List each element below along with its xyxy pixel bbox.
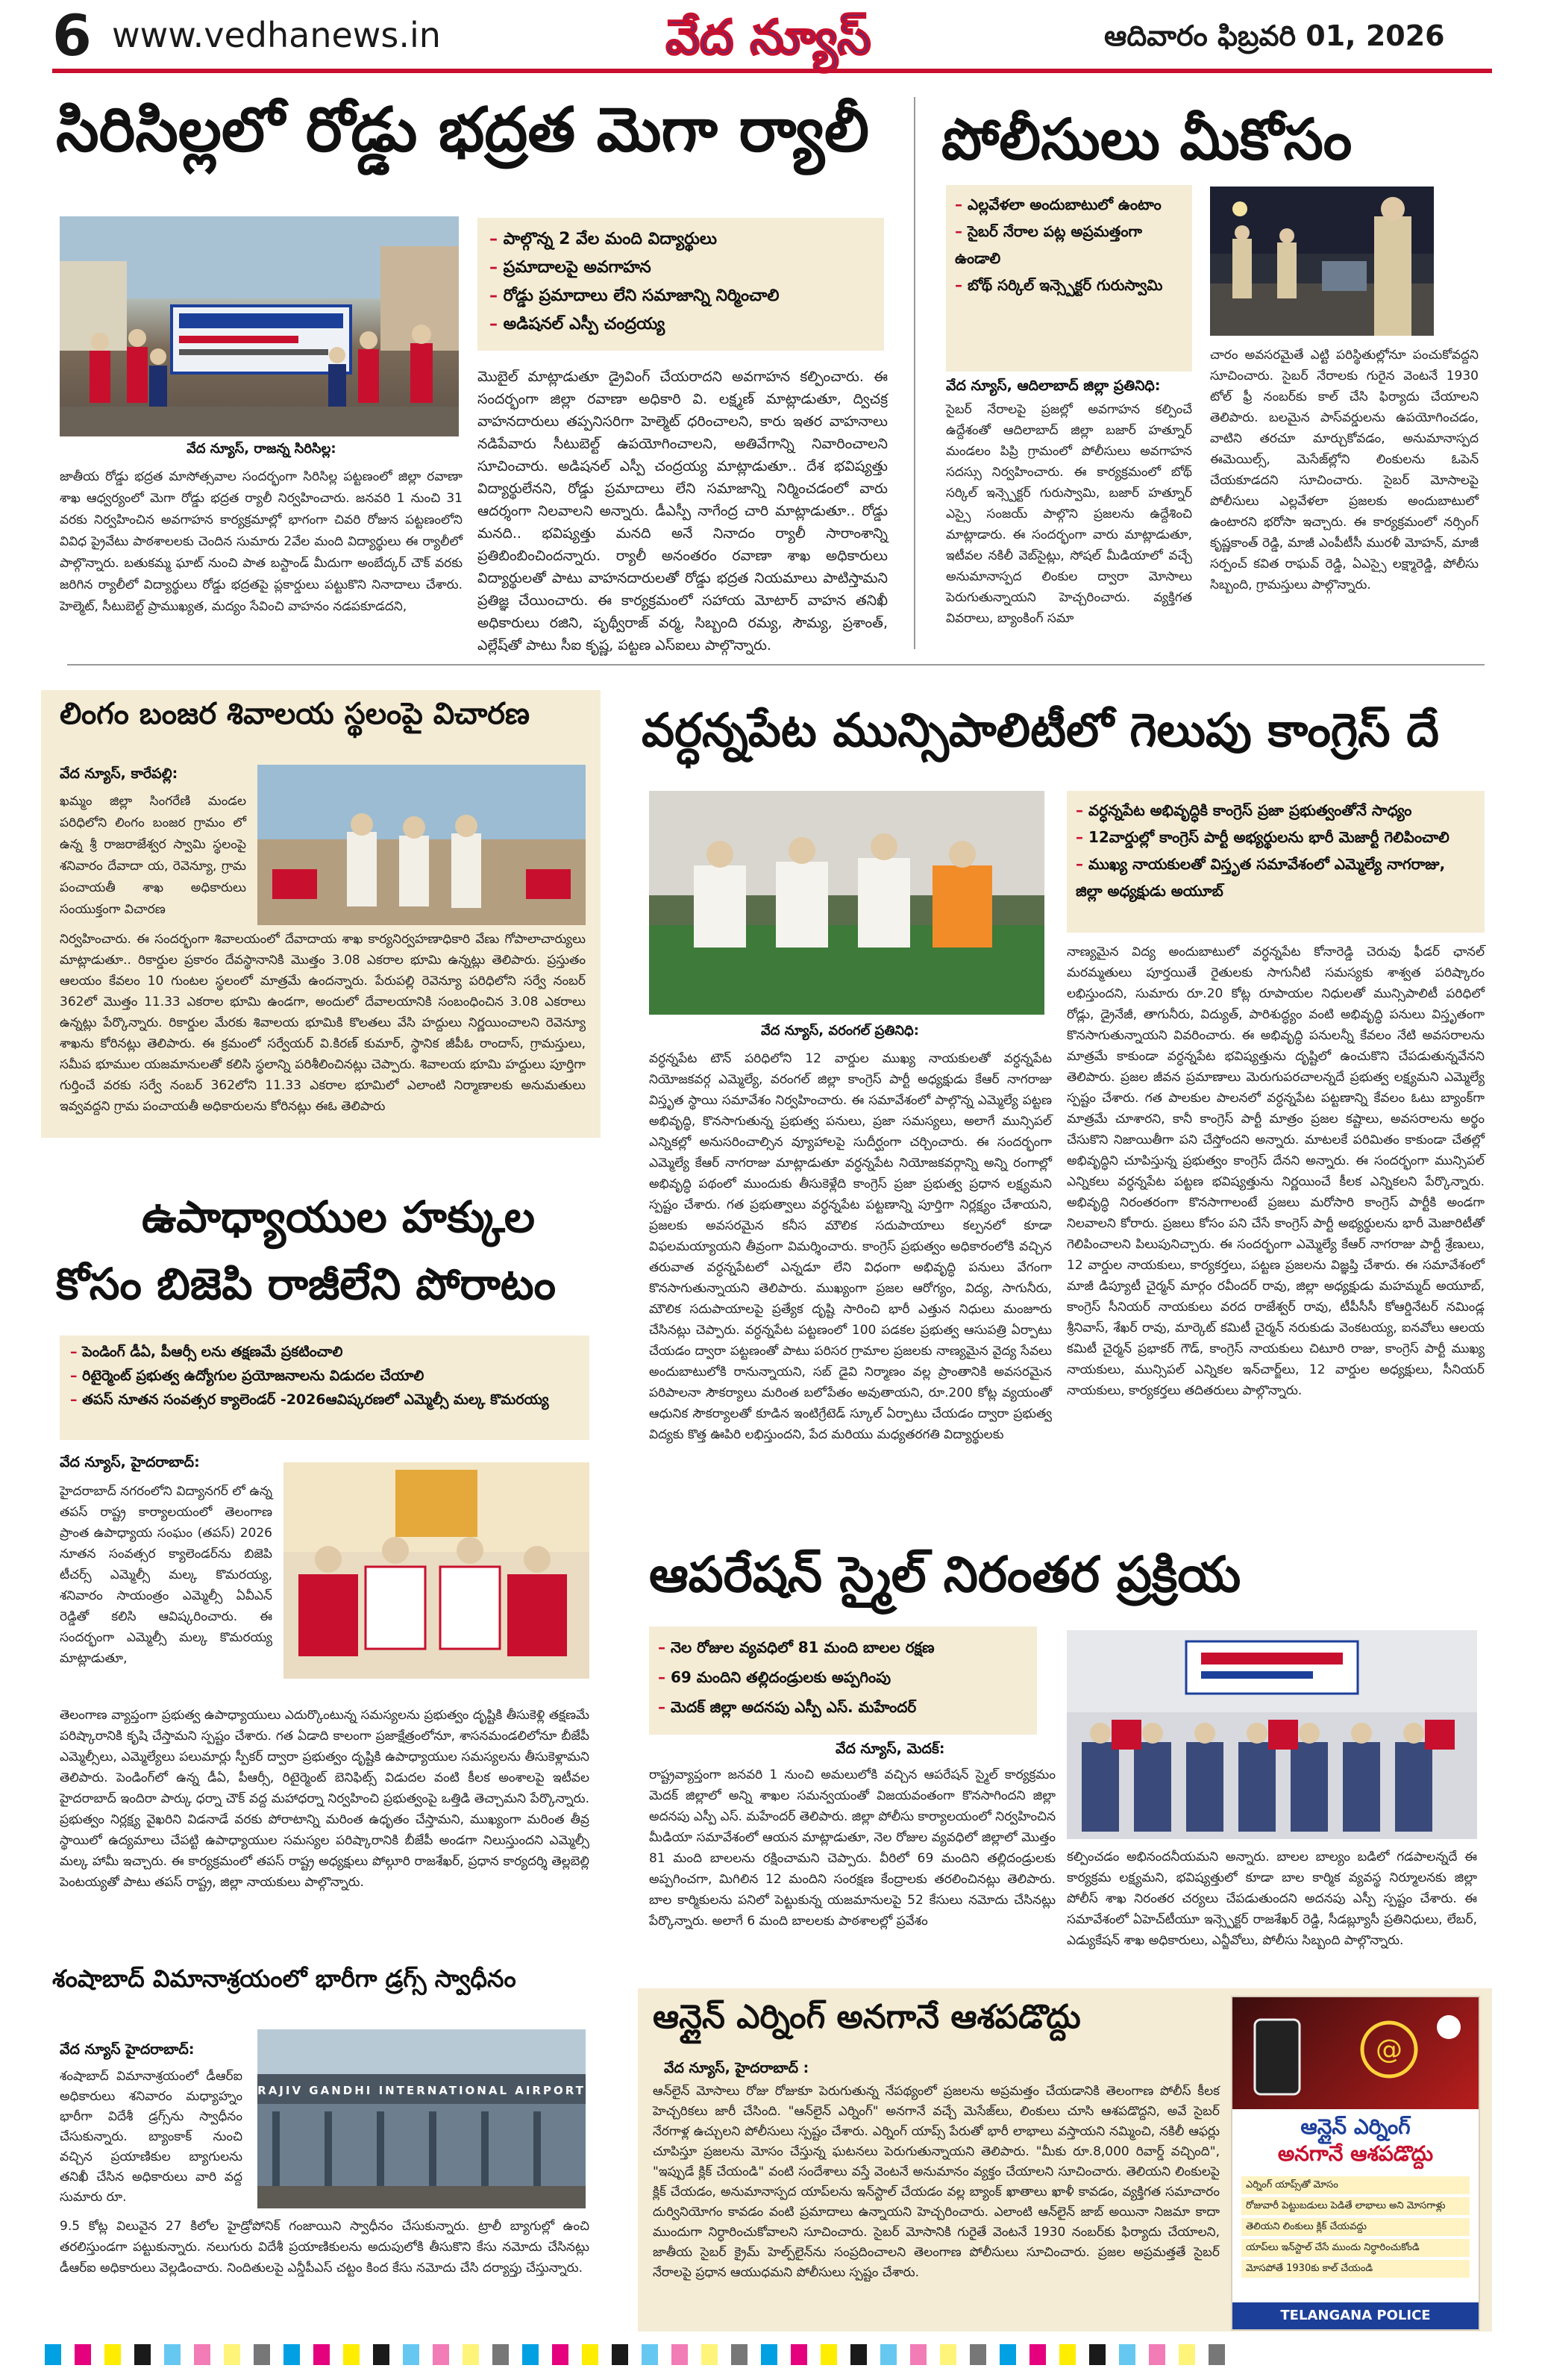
airport-sign: RAJIV GANDHI INTERNATIONAL AIRPORT: [257, 2084, 586, 2097]
story1-photo-caption: వేద న్యూస్, రాజన్న సిరిసిల్ల:: [187, 441, 336, 457]
story1-headline: సిరిసిల్లలో రోడ్డు భద్రత మెగా ర్యాలీ: [56, 95, 869, 166]
story6-highlight: – మెదక్ జిల్లా అదనపు ఎస్పీ ఎస్. మహేందర్: [658, 1692, 1028, 1722]
story2-highlight: – సైబర్ నేరాల పట్ల అప్రమత్తంగా ఉండాలి: [955, 218, 1183, 272]
story7-body: 9.5 కోట్ల విలువైన 27 కిలోల హైడ్రోపోనిక్ గంజాయిని స్వాధీనం చేసుకున్నారు. ట్రాలీ బ్యాగుల్లో ఉంచి తరలిస్తుండగా పట్టుకున్నారు. నలుగురు విదేశీ ప్రయాణికులను అదుపులోకి తీసుకొని కేసు నమోదు చేసినట్లు డీఆర్ఐ అధికారులు వెల్లడించారు. నిందితులపై ఎన్డీపీఎస్ చట్టం కింద కేసు నమోదు చేసి దర్యాప్తు చేస్తున్నారు.: [60, 2219, 589, 2276]
story5-body-beside: హైదరాబాద్ నగరంలోని విద్యానగర్ లో ఉన్న తపస్ రాష్ట్ర కార్యాలయంలో తెలంగాణ ప్రాంత ఉపాధ్యాయ సంఘం (తపస్) 2026 నూతన సంవత్సర క్యాలెండర్‌ను బిజెపి టీచర్స్ ఎమ్మెల్సీ మల్క కొమరయ్య, శనివారం సాయంత్రం ఎమ్మెల్సీ ఏవీఎన్ రెడ్డితో కలిసి ఆవిష్కరించారు. ఈ సందర్భంగా ఎమ్మెల్సీ మల్క కొమరయ్య మాట్లాడుతూ,: [60, 1484, 272, 1666]
story2-highlight: – బోథ్ సర్కిల్ ఇన్స్పెక్టర్ గురుస్వామి: [955, 272, 1183, 298]
story6-highlight: – 69 మందిని తల్లిదండ్రులకు అప్పగింపు: [658, 1662, 1028, 1692]
masthead-logo: [627, 0, 910, 72]
story6-dateline: వేద న్యూస్, మెదక్:: [836, 1741, 945, 1757]
story8-dateline: వేద న్యూస్, హైదరాబాద్ :: [664, 2060, 809, 2076]
poster-point: రోజువారీ పెట్టుబడులు పెడితే లాభాలు అని మోసగాళ్లు: [1241, 2197, 1470, 2215]
story8-poster: [1231, 1996, 1480, 2331]
column-divider: [914, 97, 915, 649]
story4-highlight: – ముఖ్య నాయకులతో విస్తృత సమావేశంలో ఎమ్మెల్యే నాగరాజు, జిల్లా అధ్యక్షుడు అయూబ్: [1076, 851, 1476, 904]
story1-highlight: – ప్రమాదాలపై అవగాహన: [489, 254, 872, 282]
poster-point: తెలియని లింకులు క్లిక్ చేయవద్దు: [1241, 2218, 1470, 2236]
story1-photo: [60, 216, 459, 436]
story3-photo: [257, 765, 586, 925]
story3-body: నిర్వహించారు. ఈ సందర్భంగా శివాలయంలో దేవాదాయ శాఖ కార్యనిర్వహణాధికారి వేణు గోపాలాచార్యులు మాట్లాడుతూ.. రికార్డుల ప్రకారం దేవస్థానానికి మొత్తం 3.08 ఎకరాల భూమి ఉన్నట్లు తెలిపారు. ప్రస్తుతం ఆలయం కేవలం 10 గుంటల స్థలంలో మాత్రమే ఉందన్నారు. పేరుపల్లి రెవెన్యూ పరిధిలోని సర్వే నంబర్ 362లో మొత్తం 11.33 ఎకరాల భూమి ఉండగా, అందులో దేవాలయానికి సంబంధించిన 3.08 ఎకరాలు ఉన్నట్లు పేర్కొన్నారు. రికార్డుల మేరకు శివాలయ భూమికి కొలతలు వేసి హద్దులు నిర్ణయించాలని రెవెన్యూ శాఖను కోరినట్లు తెలిపారు. ఈ క్రమంలో సర్వేయర్ వి.కిరణ్ కుమార్, స్థానిక జీపీఓ రాందాస్, గ్రామస్తులు, సమీప భూముల యజమానులతో కలిసి స్థలాన్ని పరిశీలించినట్లు చెప్పారు. శివాలయ భూమి హద్దులు పూర్తిగా గుర్తించే వరకు సర్వే నంబర్ 362లోని 11.33 ఎకరాల భూమిలో ఎలాంటి నిర్మాణాలకు అనుమతులు ఇవ్వవద్దని గ్రామ పంచాయతీ అధికారులను కోరినట్లు ఈఓ తెలిపారు: [60, 932, 586, 1114]
story6-body-right: కల్పించడం అభినందనీయమని అన్నారు. బాలల బాల్యం బడిలో గడపాలన్నదే ఈ కార్యక్రమ లక్ష్యమని, భవిష్యత్తులో కూడా బాల కార్మిక వ్యవస్థ నిర్మూలనకు జిల్లా పోలీస్ శాఖ నిరంతర చర్యలు చేపడుతుందని అదనపు ఎస్పీ స్పష్టం చేశారు. ఈ సమావేశంలో ఏహెచ్‌టీయూ ఇన్స్పెక్టర్ రాజశేఖర్ రెడ్డి, సీడబ్ల్యూసీ ప్రతినిధులు, లేబర్, ఎడ్యుకేషన్ శాఖ అధికారులు, ఎన్జీవోలు, పోలీసు సిబ్బంది పాల్గొన్నారు.: [1067, 1850, 1477, 1948]
story7-body-beside: శంషాబాద్ విమానాశ్రయంలో డీఆర్ఐ అధికారులు శనివారం మధ్యాహ్నం భారీగా విదేశీ డ్రగ్స్‌ను స్వాధీనం చేసుకున్నారు. బ్యాంకాక్ నుంచి వచ్చిన ప్రయాణికుల బ్యాగులను తనిఖీ చేసిన అధికారులు వారి వద్ద సుమారు రూ.: [60, 2069, 242, 2205]
story5-highlight: – పెండింగ్ డీఏ, పీఆర్సీ లను తక్షణమే ప్రకటించాలి: [70, 1340, 579, 1364]
story4-highlight: – వర్ధన్నపేట అభివృద్ధికి కాంగ్రెస్ ప్రజా ప్రభుత్వంతోనే సాధ్యం: [1076, 797, 1476, 824]
print-color-bar: [45, 2344, 1499, 2365]
story3-body-beside: ఖమ్మం జిల్లా సింగరేణి మండల పరిధిలోని లింగం బంజర గ్రామం లో ఉన్న శ్రీ రాజరాజేశ్వర స్వామి స్థలంపై శనివారం దేవాదా య, రెవెన్యూ, గ్రామ పంచాయతీ శాఖ అధికారులు సంయుక్తంగా విచారణ: [60, 794, 246, 917]
website-url[interactable]: www.vedhanews.in: [112, 15, 441, 55]
poster-footer: TELANGANA POLICE: [1232, 2302, 1479, 2329]
story5-highlight: – తపస్ నూతన సంవత్సర క్యాలెండర్ -2026ఆవిష్కరణలో ఎమ్మెల్సీ మల్క కొమరయ్య: [70, 1388, 579, 1412]
story4-body-left: వర్ధన్నపేట టౌన్ పరిధిలోని 12 వార్డుల ముఖ్య నాయకులతో వర్ధన్నపేట నియోజకవర్గ ఎమ్మెల్యే, వరంగల్ జిల్లా కాంగ్రెస్ పార్టీ అధ్యక్షుడు కేఆర్ నాగరాజు విస్తృత స్థాయి సమావేశం నిర్వహించారు. ఈ సమావేశంలో పాల్గొన్న ఎమ్మెల్యే పట్టణ అభివృద్ధి, కొనసాగుతున్న ప్రభుత్వ పనులు, ప్రజా సమస్యలు, అలాగే మున్సిపల్ ఎన్నికల్లో అనుసరించాల్సిన వ్యూహాలపై సుదీర్ఘంగా చర్చించారు. ఈ సందర్భంగా ఎమ్మెల్యే కేఆర్ నాగరాజు మాట్లాడుతూ వర్ధన్నపేట నియోజకవర్గాన్ని అన్ని రంగాల్లో అభివృద్ధి పథంలో ముందుకు తీసుకెళ్లేది కాంగ్రెస్ ప్రజా ప్రభుత్వ ప్రధాన లక్ష్యమని స్పష్టం చేశారు. గత ప్రభుత్వాలు వర్ధన్నపేట పట్టణాన్ని పూర్తిగా నిర్లక్ష్యం చేశాయని, ప్రజలకు అవసరమైన కనీస మౌలిక సదుపాయాలు కల్పనలో కూడా విఫలమయ్యాయని తీవ్రంగా విమర్శించారు. కాంగ్రెస్ ప్రభుత్వం అధికారంలోకి వచ్చిన తరువాత వర్ధన్నపేటలో ఎన్నడూ లేని విధంగా అభివృద్ధి పనులు వేగంగా కొనసాగుతున్నాయని తెలిపారు. ముఖ్యంగా ప్రజల ఆరోగ్యం, విద్య, సాగునీరు, మౌలిక సదుపాయాలపై ప్రత్యేక దృష్టి సారించి భారీ ఎత్తున నిధులు మంజూరు చేసినట్లు చెప్పారు. వర్ధన్నపేట పట్టణంలో 100 పడకల ప్రభుత్వ ఆసుపత్రి ఏర్పాటు చేయడం ద్వారా పట్టణంతో పాటు పరిసర గ్రామాల ప్రజలకు నాణ్యమైన వైద్య సేవలు అందుబాటులోకి రానున్నాయని, సబ్ డైవి నిర్మాణం వల్ల ప్రాంతానికి అవసరమైన పరిపాలనా సౌకర్యాలు మరింత బలోపేతం అవుతాయని, రూ.200 కోట్ల వ్యయంతో ఆధునిక సౌకర్యాలతో కూడిన ఇంటిగ్రేటెడ్ స్కూల్ ఏర్పాటు చేయడం ద్వారా ప్రభుత్వ విద్యకు కొత్త ఊపిరి లభిస్తుందని, పేద మరియు మధ్యతరగతి విద్యార్థులకు: [649, 1051, 1052, 1442]
poster-point: యాప్‌లు ఇన్‌స్టాల్ చేసే ముందు నిర్ధారించుకోండి: [1241, 2239, 1470, 2257]
poster-title-line2: అనగానే ఆశపడొద్దు: [1277, 2141, 1434, 2166]
page-number: 6: [52, 2, 92, 69]
svg-text:వేద న్యూస్: వేద న్యూస్: [665, 10, 871, 66]
story7-photo: [257, 2029, 586, 2208]
story1-body-left: జాతీయ రోడ్డు భద్రత మాసోత్సవాల సందర్భంగా సిరిసిల్ల పట్టణంలో జిల్లా రవాణా శాఖ ఆధ్వర్యంలో మెగా రోడ్డు భద్రత ర్యాలీ నిర్వహించారు. జనవరి 1 నుంచి 31 వరకు నిర్వహించిన అవగాహన కార్యక్రమాల్లో భాగంగా చివరి రోజున పట్టణంలోని వివిధ ప్రైవేటు పాఠశాలలకు చెందిన సుమారు 2వేల మంది విద్యార్థులు ఈ ర్యాలీలో పాల్గొన్నారు. బతుకమ్మ ఘాట్ నుంచి పాత బస్టాండ్ మీదుగా అంబేద్కర్ చౌక్ వరకు జరిగిన ర్యాలీలో విద్యార్థులు రోడ్డు భద్రతపై ప్లకార్డులు పట్టుకొని నినాదాలు చేశారు. హెల్మెట్, సీటుబెల్ట్ ప్రాముఖ్యత, మద్యం సేవించి వాహనం నడపకూడదని,: [60, 469, 463, 614]
story1-highlight: – పాల్గొన్న 2 వేల మంది విద్యార్థులు: [489, 225, 872, 254]
issue-date: ఆదివారం ఫిబ్రవరి 01, 2026: [1104, 19, 1445, 52]
story5-dateline: వేద న్యూస్, హైదరాబాద్:: [60, 1454, 200, 1471]
poster-point: ఎర్నింగ్ యాప్స్‌తో మోసం: [1241, 2176, 1470, 2194]
story8-body: ఆన్‌లైన్ మోసాలు రోజు రోజుకూ పెరుగుతున్న నేపథ్యంలో ప్రజలను అప్రమత్తం చేయడానికి తెలంగాణ పోలీస్ కీలక హెచ్చరికలు జారీ చేసింది. "ఆన్‌లైన్ ఎర్నింగ్" అనగానే వచ్చే మెసేజ్‌లు, లింకులు చూసి ఆశపడొద్దని, అవే సైబర్ నేరగాళ్ల ఉచ్చులని పోలీసులు స్పష్టం చేశారు. ఎర్నింగ్ యాప్స్ పేరుతో భారీ లాభాలు వస్తాయని నమ్మించి, నకిలీ ఆఫర్లు చూపిస్తూ ప్రజలను మోసం చేస్తున్న ఘటనలు పెరుగుతున్నాయని తెలిపారు. "మీకు రూ.8,000 రివార్డ్ వచ్చింది", "ఇప్పుడే క్లిక్ చేయండి" వంటి సందేశాలు వస్తే వెంటనే అనుమానం వ్యక్తం చేయాలని సూచించారు. తెలియని లింకులపై క్లిక్ చేయడం, అనుమానాస్పద యాప్‌లను ఇన్‌స్టాల్ చేయడం వల్ల బ్యాంక్ ఖాతాలు ఖాళీ కావడం, వ్యక్తిగత సమాచారం దుర్వినియోగం కావడం వంటి ప్రమాదాలు ఉన్నాయని హెచ్చరించారు. ఎలాంటి ఆన్‌లైన్ జాబ్ అయినా నిజమా కాదా ముందుగా నిర్ధారించుకోవాలని సూచించారు. సైబర్ మోసానికి గురైతే వెంటనే 1930 నంబర్‌కు ఫిర్యాదు చేయాలని, జాతీయ సైబర్ క్రైమ్ హెల్ప్‌లైన్‌ను సంప్రదించాలని తెలంగాణ పోలీసులు సూచించారు. ప్రజల అప్రమత్తతే సైబర్ నేరాలపై ప్రధాన ఆయుధమని పోలీసులు స్పష్టం చేశారు.: [653, 2084, 1220, 2280]
story5-photo: [283, 1462, 589, 1679]
story4-highlight: – 12వార్డుల్లో కాంగ్రెస్ పార్టీ అభ్యర్థులను భారీ మెజార్టీ గెలిపించాలి: [1076, 824, 1476, 851]
story4-body-right: నాణ్యమైన విద్య అందుబాటులో వర్ధన్నపేట కోనారెడ్డి చెరువు ఫీడర్ ఛానల్ మరమ్మతులు పూర్తయితే రైతులకు సాగునీటి సమస్యకు శాశ్వత పరిష్కారం లభిస్తుందని, సుమారు రూ.20 కోట్ల రూపాయల నిధులతో మున్సిపాలిటీ పరిధిలో రోడ్లు, డ్రైనేజీ, తాగునీరు, విద్యుత్, పారిశుద్ధ్యం వంటి అభివృద్ధి పనులు విస్తృతంగా కొనసాగుతున్నాయని వివరించారు. ఈ అభివృద్ధి పనులన్నీ కేవలం నేటి అవసరాలను మాత్రమే కాకుండా వర్ధన్నపేట భవిష్యత్తును దృష్టిలో ఉంచుకొని చేపడుతున్నవేనని తెలిపారు. ప్రజల జీవన ప్రమాణాలు మెరుగుపరచాలన్నదే ప్రభుత్వ లక్ష్యమని ఎమ్మెల్యే స్పష్టం చేశారు. గత పాలకుల పాలనలో వర్ధన్నపేట పట్టణాన్ని కేవలం ఓటు బ్యాంక్‌గా మాత్రమే చూశారని, కానీ కాంగ్రెస్ పార్టీ మాత్రం ప్రజల కష్టాలు, అవసరాలను అర్థం చేసుకొని నిజాయితీగా పని చేస్తోందని అన్నారు. మాటలకే పరిమితం కాకుండా చేతల్లో అభివృద్ధిని చూపిస్తున్న ప్రభుత్వం కాంగ్రెస్ దేనని అన్నారు. ఈ సందర్భంగా మున్సిపల్ ఎన్నికలు వర్ధన్నపేట పట్టణ భవిష్యత్తును నిర్ణయించే కీలక ఎన్నికలని పేర్కొన్నారు. అభివృద్ధి నిరంతరంగా కొనసాగాలంటే ప్రజలు మరోసారి కాంగ్రెస్ పార్టీకి అండగా నిలవాలని కోరారు. ప్రజలు కోసం పని చేసే కాంగ్రెస్ పార్టీ అభ్యర్థులను భారీ మెజారిటీతో గెలిపించాలని పిలుపునిచ్చారు. ఈ సందర్భంగా ఎమ్మెల్యే కేఆర్ నాగరాజు పార్టీ శ్రేణులు, 12 వార్డుల నాయకులు, కార్యకర్తలు, పట్టణ ప్రజలను విజ్ఞప్తి చేశారు. ఈ సమావేశంలో మాజీ డిప్యూటీ చైర్మన్ మార్గం రవీందర్ రావు, జిల్లా అధ్యక్షుడు మహమ్మద్ అయూబ్, కాంగ్రెస్ సీనియర్ నాయకులు వరద రాజేశ్వర్ రావు, టీపీసీసీ కోఆర్డినేటర్ నమిండ్ల శ్రీనివాస్, శేఖర్ రావు, మార్కెట్ కమిటీ చైర్మన్ నరుకుడు వెంకటయ్య, ఐనవోలు ఆలయ కమిటీ చైర్మన్ ప్రభాకర్ గౌడ్, కాంగ్రెస్ నాయకులు చిటూరి రాజు, కాంగ్రెస్ పార్టీ ముఖ్య నాయకులు, మున్సిపల్ ఎన్నికల ఇన్‌చార్జ్‌లు, 12 వార్డుల అధ్యక్షులు, సీనియర్ నాయకులు, కార్యకర్తలు తదితరులు పాల్గొన్నారు.: [1067, 945, 1485, 1398]
story4-headline: వర్ధన్నపేట మున్సిపాలిటీలో గెలుపు కాంగ్రెస్ దే: [642, 703, 1439, 757]
story3-headline: లింగం బంజర శివాలయ స్థలంపై విచారణ: [60, 697, 530, 731]
story6-headline: ఆపరేషన్ స్మైల్ నిరంతర ప్రక్రియ: [649, 1546, 1241, 1603]
story2-dateline: వేద న్యూస్, ఆదిలాబాద్ జిల్లా ప్రతినిధి:: [946, 378, 1161, 394]
story2-photo: [1210, 187, 1434, 336]
story8-headline: ఆన్లైన్ ఎర్నింగ్ అనగానే ఆశపడొద్దు: [653, 1998, 1081, 2036]
story7-dateline: వేద న్యూస్ హైదరాబాద్:: [60, 2041, 195, 2058]
story4-photo-caption: వేద న్యూస్, వరంగల్ ప్రతినిధి:: [761, 1023, 919, 1039]
section-divider: [67, 664, 1485, 666]
story5-highlights-box: [60, 1335, 589, 1440]
poster-point: మోసపోతే 1930కు కాల్ చేయండి: [1241, 2260, 1470, 2278]
story2-headline: పోలీసులు మీకోసం: [941, 106, 1353, 172]
story5-headline-line2: కోసం బిజెపి రాజీలేని పోరాటం: [56, 1259, 556, 1309]
story1-highlights-box: [477, 218, 884, 351]
story4-highlights-box: [1067, 791, 1485, 933]
story5-highlight: – రిటైర్మెంట్ ప్రభుత్వ ఉద్యోగుల ప్రయోజనాలను విడుదల చేయాలి: [70, 1364, 579, 1388]
header-divider: [52, 69, 1492, 73]
story6-photo: [1067, 1630, 1477, 1839]
svg-text:@: @: [1376, 2035, 1402, 2065]
story2-highlights-box: [946, 185, 1192, 372]
story4-photo: [649, 791, 1044, 1015]
story1-highlight: – అడిషనల్ ఎస్పీ చంద్రయ్య: [489, 310, 872, 339]
story5-headline-line1: ఉపాధ్యాయుల హక్కుల: [142, 1191, 535, 1242]
story5-body: తెలంగాణ వ్యాప్తంగా ప్రభుత్వ ఉపాధ్యాయులు ఎదుర్కొంటున్న సమస్యలను ప్రభుత్వం దృష్టికి తీసుకెళ్లి తక్షణమే పరిష్కారానికి కృషి చేస్తామని స్పష్టం చేశారు. గత ఏడాది కాలంగా ప్రజాక్షేత్రంలోనూ, శాసనమండలిలోనూ బీజేపీ ఎమ్మెల్సీలు, ఎమ్మెల్యేలు పలుమార్లు స్పీకర్ ద్వారా ప్రభుత్వం దృష్టికి ఉపాధ్యాయుల సమస్యలను తీసుకెళ్లామని తెలిపారు. పెండింగ్‌లో ఉన్న డీఏ, పీఆర్సీ, రిటైర్మెంట్ బెనిఫిట్స్ విడుదల వంటి కీలక అంశాలపై ఇటీవల హైదరాబాద్ ఇందిరా పార్కు ధర్నా చౌక్ వద్ద మహాధర్నా నిర్వహించి ప్రభుత్వంపై ఒత్తిడి తెచ్చామని పేర్కొన్నారు. ప్రభుత్వం నిర్లక్ష్య వైఖరిని విడనాడే వరకు పోరాటాన్ని మరింత ఉధృతం చేస్తామని, ముఖ్యంగా మరింత తీవ్ర స్థాయిలో ఉద్యమాలు చేపట్టి ఉపాధ్యాయుల సమస్యల పరిష్కారానికి బీజేపీ అండగా నిలుస్తుందని ఎమ్మెల్సీ మల్క హామీ ఇచ్చారు. ఈ కార్యక్రమంలో తపస్ రాష్ట్ర అధ్యక్షులు పోల్గూరి రాజశేఖర్, ప్రధాన కార్యదర్శి తెల్లబెల్లి పెంటయ్యతో పాటు తపస్ రాష్ట్ర, జిల్లా నాయకులు పాల్గొన్నారు.: [60, 1708, 589, 1890]
story2-body-left: సైబర్ నేరాలపై ప్రజల్లో అవగాహన కల్పించే ఉద్దేశంతో ఆదిలాబాద్ జిల్లా బజార్ హత్నూర్ మండలం పిప్రి గ్రామంలో పోలీసులు అవగాహన సదస్సు నిర్వహించారు. ఈ కార్యక్రమంలో బోథ్ సర్కిల్ ఇన్స్పెక్టర్ గురుస్వామి, బజార్ హత్నూర్ ఎస్సై సంజయ్ పాల్గొని ప్రజలను ఉద్దేశించి మాట్లాడారు. ఈ సందర్భంగా వారు మాట్లాడుతూ, ఇటీవల నకిలీ వెబ్‌సైట్లు, సోషల్ మీడియాలో వచ్చే అనుమానాస్పద లింకుల ద్వారా మోసాలు పెరుగుతున్నాయని హెచ్చరించారు. వ్యక్తిగత వివరాలు, బ్యాంకింగ్ సమా: [946, 402, 1192, 626]
story2-highlight: – ఎల్లవేళలా అందుబాటులో ఉంటాం: [955, 191, 1183, 218]
story1-highlight: – రోడ్డు ప్రమాదాలు లేని సమాజాన్ని నిర్మించాలి: [489, 282, 872, 310]
story6-highlight: – నెల రోజుల వ్యవధిలో 81 మంది బాలల రక్షణ: [658, 1632, 1028, 1662]
story7-headline: శంషాబాద్ విమానాశ్రయంలో భారీగా డ్రగ్స్ స్వాధీనం: [52, 1964, 516, 1993]
story2-body-under-photo: చారం అవసరమైతే ఎట్టి పరిస్థితుల్లోనూ పంచుకోవద్దని సూచించారు. సైబర్ నేరాలకు గురైన వెంటనే 1930 టోల్ ఫ్రీ నంబర్‌కు కాల్ చేసి ఫిర్యాదు చేయాలని తెలిపారు. బలమైన పాస్‌వర్డులను ఉపయోగించడం, వాటిని తరచూ మార్చుకోవడం, అనుమానాస్పద ఈమెయిల్స్, మెసేజ్‌ల్లోని లింకులను ఓపెన్ చేయకూడదని సూచించారు. సైబర్ మోసాలపై పోలీసులు ఎల్లవేళలా ప్రజలకు అందుబాటులో ఉంటారని భరోసా ఇచ్చారు. ఈ కార్యక్రమంలో నర్సింగ్ కృష్ణకాంత్ రెడ్డి, మాజీ ఎంపీటీసీ మురళీ మోహన్, మాజీ సర్పంచ్ కవిత రాఘవ్ రెడ్డి, ఏఎస్సై లక్ష్మారెడ్డి, పోలీసు సిబ్బంది, గ్రామస్తులు పాల్గొన్నారు.: [1210, 348, 1479, 592]
story6-highlights-box: [649, 1626, 1037, 1735]
story6-body-left: రాష్ట్రవ్యాప్తంగా జనవరి 1 నుంచి అమలులోకి వచ్చిన ఆపరేషన్ స్మైల్ కార్యక్రమం మెదక్ జిల్లాలో అన్ని శాఖల సమన్వయంతో విజయవంతంగా కొనసాగిందని జిల్లా అదనపు ఎస్పీ ఎస్. మహేందర్ తెలిపారు. జిల్లా పోలీసు కార్యాలయంలో నిర్వహించిన మీడియా సమావేశంలో ఆయన మాట్లాడుతూ, నెల రోజుల వ్యవధిలో జిల్లాలో మొత్తం 81 మంది బాలలను రక్షించామని చెప్పారు. వీరిలో 69 మందిని తల్లిదండ్రులకు అప్పగించగా, మిగిలిన 12 మందిని సంరక్షణ కేంద్రాలకు తరలించినట్లు తెలిపారు. బాల కార్మికులను పనిలో పెట్టుకున్న యజమానులపై 52 కేసులు నమోదు చేసినట్లు పేర్కొన్నారు. అలాగే 6 మంది బాలలకు పాఠశాలల్లో ప్రవేశం: [649, 1767, 1056, 1929]
story1-body-right: మొబైల్ మాట్లాడుతూ డ్రైవింగ్ చేయరాదని అవగాహన కల్పించారు. ఈ సందర్భంగా జిల్లా రవాణా అధికారి వి. లక్ష్మణ్ మాట్లాడుతూ, ద్విచక్ర వాహనదారులు తప్పనిసరిగా హెల్మెట్ ధరించాలని, కారు ఇతర వాహనాలు నడిపేవారు సీటుబెల్ట్ ఉపయోగించాలని, అతివేగాన్ని నివారించాలని సూచించారు. అడిషనల్ ఎస్పీ చంద్రయ్య మాట్లాడుతూ.. దేశ భవిష్యత్తు విద్యార్థులేనని, రోడ్డు ప్రమాదాలు లేని సమాజాన్ని నిర్మించడంలో వారు ఆదర్శంగా నిలవాలని అన్నారు. డీఎస్పీ నాగేంద్ర చారి మాట్లాడుతూ.. రోడ్డు మనది.. భవిష్యత్తు మనది అనే నినాదం ర్యాలీ సారాంశాన్ని ప్రతిబింబించిందన్నారు. ర్యాలీ అనంతరం రవాణా శాఖ అధికారులు విద్యార్థులతో పాటు వాహనదారులతో రోడ్డు భద్రత నియమాలు పాటిస్తామని ప్రతిజ్ఞ చేయించారు. ఈ కార్యక్రమంలో సహాయ మోటార్ వాహన తనిఖీ అధికారులు రజిని, పృథ్వీరాజ్ వర్మ, సిబ్బంది రమ్య, సౌమ్య, ప్రశాంత్, ఎల్లేష్‌తో పాటు సీఐ కృష్ణ, పట్టణ ఎస్ఐలు పాల్గొన్నారు.: [477, 369, 888, 654]
story3-dateline: వేద న్యూస్, కారేపల్లి:: [60, 765, 178, 782]
poster-title-line1: ఆన్లైన్ ఎర్నింగ్: [1300, 2114, 1411, 2139]
